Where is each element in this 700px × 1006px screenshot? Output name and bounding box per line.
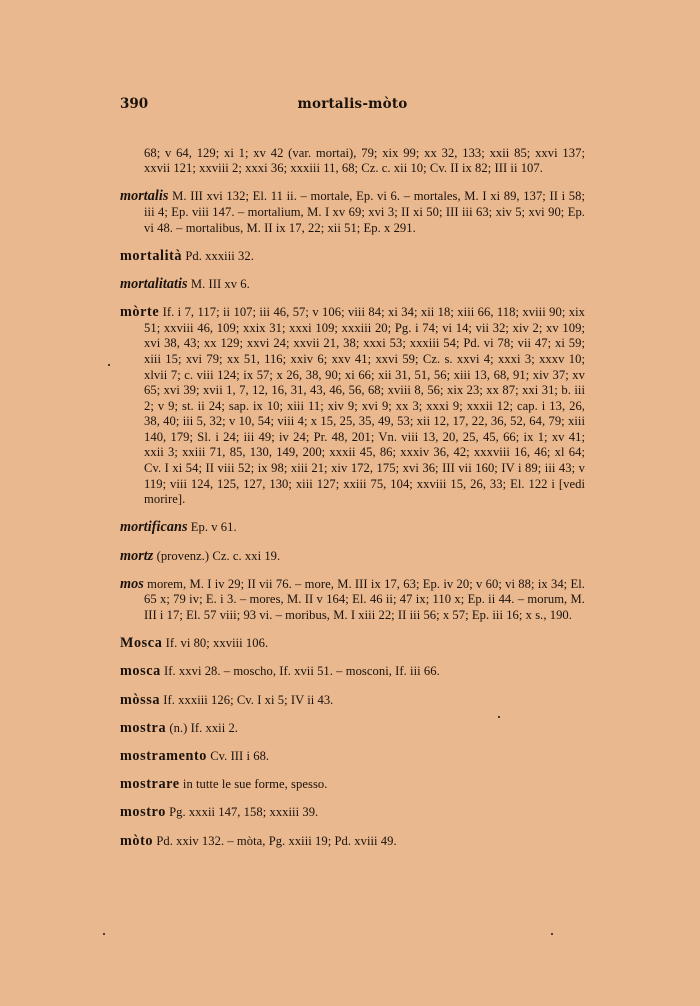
entry-headword: mostro bbox=[120, 804, 166, 821]
entry-mostro bbox=[120, 805, 585, 821]
entry-moto bbox=[120, 834, 585, 850]
entry-text: If. i 7, 117; ii 107; iii 46, 57; v 106; viii 84; xi 34; xii 18; xiii 66, 118; xviii 90; xix 51; xxviii 46, 109; xxix 31; xxxi 109; xxxiii 20; Pg. i 74; vi 14; vii 32; xiv 2; xv 109; xvi 38, 43; xx 129; xxvi 24; xxvii 21, 38; xxxi 53; xxxiii 54; Pd. vi 78; vii 47; xi 59; xiii 15; xvi 79; xx 51, 116; xxiv 6; xxv 41; xxvi 59; Cz. s. xxvi 4; xxxi 3; xxxv 10; xlvii 7; c. viii 124; ix 57; x 26, 38, 90; xi 66; xii 31, 51, 56; xiii 13, 68, 91; xiv 37; xv 65; xvi 39; xvii 1, 7, 12, 16, 31, 43, 46, 56, 68; xviii 8, 56; xix 23; xx 87; xxi 31; b. iii 2; v 9; st. ii 24; sap. ix 10; xiii 11; xiv 9; xvi 9; xx 3; xxxi 9; xxxii 12; cap. i 13, 26, 38, 40; iii 5, 32; v 10, 54; viii 4; x 15, 25, 35, 49, 53; xii 12, 17, 22, 36, 52, 64, 79; xiii 140, 179; Sl. i 24; iii 49; iv 24; Pr. 48, 201; Vn. viii 13, 20, 25, 45, 66; ix 1; xv 41; xxii 3; xxiii 71, 85, 130, 149, 200; xxxii 45, 86; xxxiv 36, 42; xxxviii 16, 46; xl 64; Cv. I xi 54; II viii 52; ix 98; xiii 21; xiv 172, 175; xvi 36; III vii 160; IV i 89; iii 43; v 119; viii 124, 125, 127, 130; xiii 127; xxiii 75, 104; xxviii 15, 26, 33; El. 122 i [vedi morire]. bbox=[144, 305, 585, 507]
entry-headword: mosca bbox=[120, 663, 161, 680]
entry-text: Cv. III i 68. bbox=[210, 748, 270, 763]
entry-mos bbox=[120, 577, 585, 624]
entry-text: in tutte le sue forme, spesso. bbox=[182, 777, 328, 792]
entry-text: Pd. xxiv 132. – mòta, Pg. xxiii 19; Pd. xviii 49. bbox=[156, 833, 397, 848]
entry-text: M. III xvi 132; El. 11 ii. – mortale, Ep. vi 6. – mortales, M. I xi 89, 137; II i 58; iii 4; Ep. viii 147. – mortalium, M. I xv 69; xvi 3; II xi 50; III iii 63; xiv 5; xvi 90; Ep. vi 48. – mortalibus, M. II ix 17, 22; xii 51; Ep. x 291. bbox=[144, 189, 585, 235]
entry-continuation bbox=[120, 146, 585, 177]
entry-text: Pg. xxxii 147, 158; xxxiii 39. bbox=[169, 805, 319, 820]
entry-headword: Mosca bbox=[120, 635, 163, 652]
entry-text: If. vi 80; xxviii 106. bbox=[165, 636, 269, 651]
entry-text: 68; v 64, 129; xi 1; xv 42 (var. mortai), 79; xix 99; xx 32, 133; xxii 85; xxvi 137; xxvii 121; xxviii 2; xxxi 36; xxxiii 11, 68; Cz. c. xii 10; Cv. II ix 82; III ii 107. bbox=[144, 145, 585, 176]
entry-headword: mortificans bbox=[120, 519, 188, 536]
entry-text: Pd. xxxiii 32. bbox=[185, 248, 254, 263]
entry-headword: mortalis bbox=[120, 188, 169, 205]
entry-headword: mòrte bbox=[120, 304, 160, 321]
entry-headword: mostra bbox=[120, 719, 167, 736]
margin-speck bbox=[103, 933, 105, 935]
page-header bbox=[120, 96, 585, 116]
entry-headword: mortalità bbox=[120, 247, 183, 264]
margin-speck bbox=[551, 933, 553, 935]
entry-headword: mortalitatis bbox=[120, 275, 188, 292]
entry-mostramento bbox=[120, 749, 585, 765]
entry-headword: mostramento bbox=[120, 747, 207, 764]
entry-morte bbox=[120, 305, 585, 508]
margin-speck bbox=[498, 716, 500, 718]
entry-mortalita bbox=[120, 249, 585, 265]
entry-text: (n.) If. xxii 2. bbox=[169, 720, 239, 735]
entry-mortalis bbox=[120, 189, 585, 236]
entry-text: M. III xv 6. bbox=[190, 276, 250, 291]
entry-headword: mòssa bbox=[120, 691, 161, 708]
running-title: mortalis-mòto bbox=[297, 96, 408, 112]
entry-text: If. xxxiii 126; Cv. I xi 5; IV ii 43. bbox=[163, 692, 334, 707]
entry-text: If. xxvi 28. – moscho, If. xvii 51. – mosconi, If. iii 66. bbox=[164, 664, 440, 679]
entry-headword: mos bbox=[120, 575, 144, 592]
entry-text: morem, M. I iv 29; II vii 76. – more, M. III ix 17, 63; Ep. iv 20; v 60; vi 88; ix 34; El. 65 x; 79 iv; E. i 3. – mores, M. II v 164; El. 46 ii; 47 ix; 110 x; Ep. ii 44. – morum, M. III i 17; El. 57 viii; 93 vi. – moribus, M. I xiii 22; II iii 56; x 57; Ep. iii 16; x s., 190. bbox=[144, 576, 585, 622]
entry-mosca bbox=[120, 664, 585, 680]
entry-mostrare bbox=[120, 777, 585, 793]
page-number: 390 bbox=[120, 96, 149, 112]
entry-text: (provenz.) Cz. c. xxi 19. bbox=[156, 548, 281, 563]
entry-headword: mòto bbox=[120, 832, 154, 849]
entry-text: Ep. v 61. bbox=[190, 520, 237, 535]
entry-list bbox=[120, 133, 585, 855]
entry-mosca-proper bbox=[120, 636, 585, 652]
margin-speck bbox=[108, 364, 110, 366]
entry-mortz bbox=[120, 549, 585, 565]
entry-mortificans bbox=[120, 520, 585, 536]
entry-mossa bbox=[120, 693, 585, 709]
entry-mortalitatis bbox=[120, 277, 585, 293]
entry-headword: mostrare bbox=[120, 776, 180, 793]
entry-headword: mortz bbox=[120, 547, 154, 564]
entry-mostra bbox=[120, 721, 585, 737]
